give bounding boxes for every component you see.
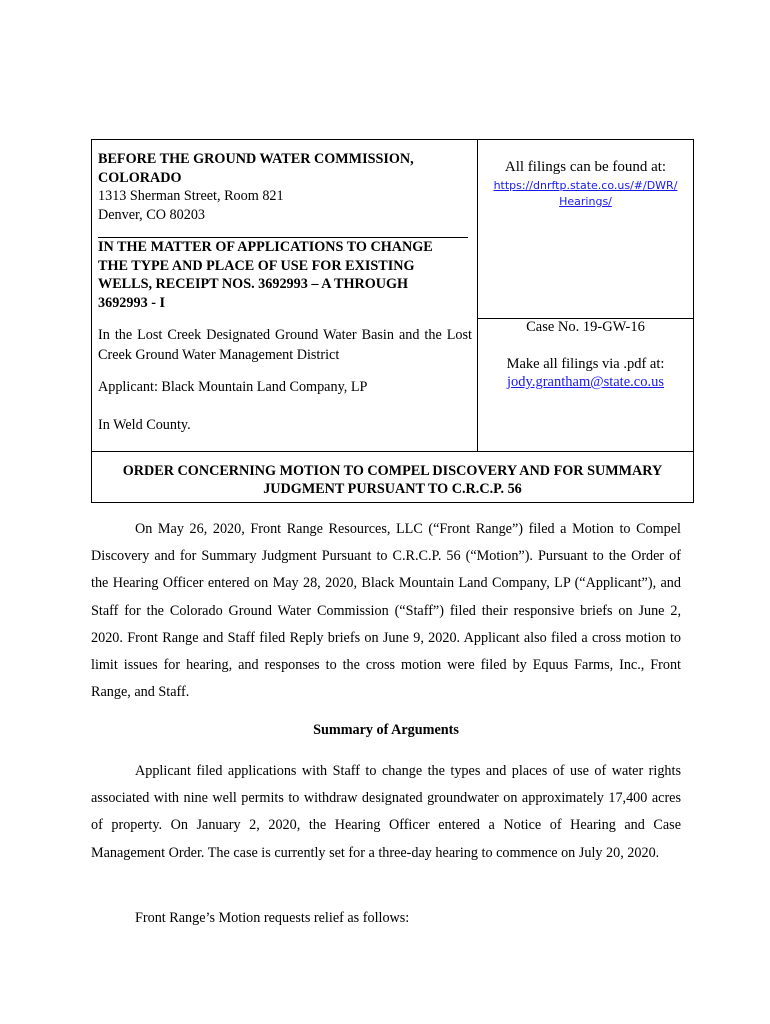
section-heading: Summary of Arguments [313,722,459,738]
filing-email-link[interactable]: jody.grantham@state.co.us [507,374,664,390]
order-title [92,462,693,498]
case-caption-table [91,139,694,503]
filings-link[interactable] [478,178,693,210]
body-paragraph-2 [91,758,681,867]
court-address-line1: 1313 Sherman Street, Room 821 [98,188,284,204]
filings-link-line2[interactable]: Hearings/ [559,195,612,208]
paragraph-2-text: Applicant filed applications with Staff to change the types and places of use of water rights associated with nine well permits to withdraw designated groundwater on approximately 17,400 acres of property. On January 2, 2020, the Hearing Officer entered a Notice of Hearing and Case Management Order. The case is currently set for a three-day hearing to commence on July 20, 2020. [91,763,681,861]
filings-label: All filings can be found at: [504,159,667,175]
court-name-line2: COLORADO [98,169,182,186]
court-address-line2: Denver, CO 80203 [98,206,206,223]
body-paragraph-3 [91,905,681,932]
body-paragraph-3-container [91,905,681,932]
matter-title [98,238,468,312]
court-block [98,150,472,224]
matter-line3: WELLS, RECEIPT NOS. 3692993 – A THROUGH [98,276,409,292]
body-paragraph-2-container [91,758,681,867]
matter-line2: THE TYPE AND PLACE OF USE FOR EXISTING [98,257,415,274]
paragraph-1-text: On May 26, 2020, Front Range Resources, LLC (“Front Range”) filed a Motion to Compel Discovery and for Summary Judgment Pursuant to C.R.C.P. 56 (“Motion”). Pursuant to the Order of the Hearing Officer entered on May 28, 2020, Black Mountain Land Company, LP (“Applicant”), and Staff for the Colorado Ground Water Commission (“Staff”) filed their responsive briefs on June 2, 2020. Front Range and Staff filed Reply briefs on June 9, 2020. Applicant also filed a cross motion to limit issues for hearing, and responses to the cross motion were filed by Equus Farms, Inc., Front Range, and Staff. [91,521,681,701]
paragraph-3-text: Front Range’s Motion requests relief as follows: [135,910,410,926]
case-number: Case No. 19-GW-16 [526,319,645,335]
body-paragraph-1-container [91,516,681,706]
basin-description: In the Lost Creek Designated Ground Water Basin and the Lost Creek Ground Water Management District [98,327,472,363]
matter-line4: 3692993 - I [98,294,165,311]
body-paragraph-1 [91,516,681,706]
county-line: In Weld County. [98,417,191,433]
filings-link-line1[interactable]: https://dnrftp.state.co.us/#/DWR/ [493,179,678,192]
matter-line1: IN THE MATTER OF APPLICATIONS TO CHANGE [98,239,433,255]
caption-left-column [92,140,478,450]
court-name-line1: BEFORE THE GROUND WATER COMMISSION, [98,151,414,167]
order-title-line1: ORDER CONCERNING MOTION TO COMPEL DISCOVERY AND FOR SUMMARY [122,463,663,479]
filings-location-box [478,140,693,318]
filing-instructions: Make all filings via .pdf at: [506,356,665,372]
order-title-row [92,452,693,502]
order-title-line2: JUDGMENT PURSUANT TO C.R.C.P. 56 [263,481,522,497]
applicant-name: Applicant: Black Mountain Land Company, LP [98,379,368,395]
case-number-box [478,319,693,451]
